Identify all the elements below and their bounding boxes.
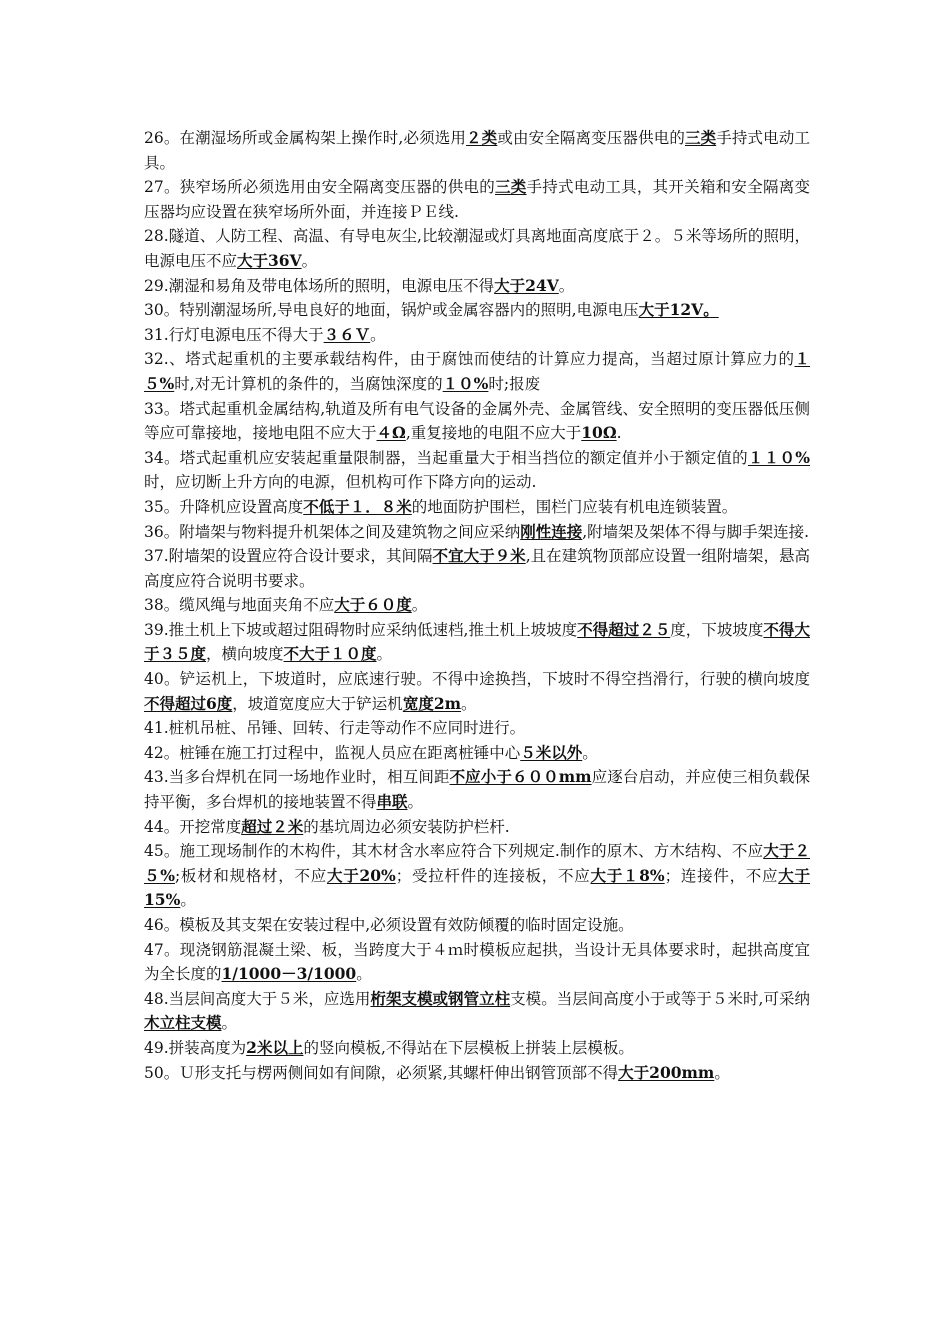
paragraph-34 (144, 446, 810, 495)
body-text: 26。在潮湿场所或金属构架上操作时,必须选用 (144, 129, 467, 147)
body-text: ，横向坡度 (206, 645, 284, 664)
body-text: 43.当多台焊机在同一场地作业时，相互间距 (144, 768, 450, 787)
paragraph-36 (144, 520, 810, 545)
answer-text: 不大于１０度 (283, 644, 377, 664)
paragraph-39 (144, 618, 810, 667)
paragraph-47 (144, 938, 810, 987)
body-text: 42。桩锤在施工打过程中，监视人员应在距离桩锤中心 (144, 743, 521, 762)
body-text: 44。开挖常度 (144, 817, 242, 836)
answer-text: ２类 (466, 128, 498, 147)
body-text: 。 (221, 1014, 238, 1033)
answer-text: 大于12V。 (638, 300, 719, 320)
paragraph-48 (144, 987, 810, 1036)
answer-text: 桁架支模或钢管立柱 (370, 988, 511, 1008)
answer-text: 刚性连接 (520, 521, 583, 541)
answer-text: 10Ω (581, 423, 617, 443)
body-text: 39.推土机上下坡或超过阻碍物时应采纳低速档,推土机上坡坡度 (144, 620, 578, 639)
answer-text: 木立柱支模 (144, 1013, 222, 1033)
body-text: 29.潮湿和易角及带电体场所的照明，电源电压不得 (144, 276, 495, 295)
answer-text: 大于20% (326, 865, 396, 885)
paragraph-38 (144, 593, 810, 618)
answer-text: 宽度2m (402, 693, 461, 713)
answer-text: 不得超过２５ (577, 619, 671, 639)
paragraph-43 (144, 765, 810, 814)
answer-text: 不低于１．８米 (303, 496, 412, 516)
paragraph-45 (144, 839, 810, 913)
paragraph-27 (144, 175, 810, 224)
answer-text: 三类 (495, 177, 527, 197)
body-text: 27。狭窄场所必须选用由安全隔离变压器的供电的 (144, 178, 495, 197)
body-text: 或由安全隔离变压器供电的 (497, 129, 685, 147)
body-text: ;板材和规格材，不应 (174, 866, 327, 885)
body-text: 34。塔式起重机应安装起重量限制器，当起重量大于相当挡位的额定值并小于额定值的 (144, 448, 748, 467)
body-text: 37.附墙架的设置应符合设计要求，其间隔 (144, 547, 433, 566)
body-text: 30。特别潮湿场所,导电良好的地面，锅炉或金属容器内的照明,电源电压 (144, 301, 639, 320)
body-text: ，坡道宽度应大于铲运机 (232, 694, 403, 713)
body-text: ；受拉杆件的连接板，不应 (395, 866, 591, 885)
body-text: 度，下坡坡度 (670, 620, 764, 639)
body-text: 的地面防护围栏，围栏门应装有机电连锁装置。 (411, 497, 738, 516)
document-page (144, 126, 810, 1085)
paragraph-26 (144, 126, 810, 175)
body-text: . (616, 424, 622, 443)
answer-text: 不应小于６００mm (449, 767, 592, 787)
body-text: 时;报废 (488, 374, 541, 393)
body-text: 35。升降机应设置高度 (144, 497, 304, 516)
body-text: 40。铲运机上，下坡道时，应底速行驶。不得中途换挡，下坡时不得空挡滑行，行驶的横向坡度 (144, 670, 810, 689)
paragraph-40 (144, 667, 810, 716)
paragraph-50 (144, 1061, 810, 1086)
answer-text: 不得超过6度 (144, 693, 233, 713)
answer-text: １５% (144, 349, 810, 393)
body-text: 36。附墙架与物料提升机架体之间及建筑物之间应采纳 (144, 522, 521, 541)
body-text: 。 (582, 743, 598, 762)
answer-text: 大于２５% (144, 841, 810, 885)
body-text: 。 (461, 694, 477, 713)
body-text: 手持式电动工具。 (144, 129, 810, 172)
answer-text: 大于36V (237, 250, 302, 270)
body-text: 。 (370, 325, 386, 344)
body-text: 。 (356, 965, 372, 984)
paragraph-32 (144, 347, 810, 396)
body-text: 的基坑周边必须安装防护栏杆. (303, 817, 510, 836)
paragraph-31 (144, 323, 810, 348)
answer-text: 大于６０度 (334, 595, 412, 615)
body-text: 32.、塔式起重机的主要承载结构件，由于腐蚀而使结的计算应力提高，当超过原计算应力的 (144, 350, 795, 369)
body-text: 。 (301, 251, 318, 270)
body-text: ,附墙架及架体不得与脚手架连接. (582, 522, 810, 541)
paragraph-28 (144, 224, 810, 273)
body-text: 的竖向模板,不得站在下层模板上拼装上层模板。 (303, 1038, 634, 1057)
paragraph-33 (144, 397, 810, 446)
answer-text: 1/1000－3/1000 (221, 964, 357, 984)
body-text: 。 (714, 1063, 730, 1082)
body-text: ,重复接地的电阻不应大于 (405, 424, 582, 443)
body-text: 45。施工现场制作的木构件，其木材含水率应符合下列规定.制作的原木、方木结构、不应 (144, 842, 764, 861)
body-text: 47。现浇钢筋混凝土梁、板，当跨度大于４ｍ时模板应起拱，当设计无具体要求时，起拱高度宜为全长度的 (144, 940, 810, 984)
body-text: 时，应切断上升方向的电源，但机构可作下降方向的运动. (144, 473, 537, 492)
body-text: 。 (558, 276, 575, 295)
answer-text: 2米以上 (246, 1037, 304, 1057)
answer-text: ５米以外 (520, 742, 583, 762)
answer-text: 大于15% (144, 865, 810, 910)
body-text: 28.隧道、人防工程、高温、有导电灰尘,比较潮湿或灯具离地面高度底于２。５米等场所的照明，电源电压不应 (144, 227, 810, 270)
paragraph-30 (144, 298, 810, 323)
answer-text: 不得大于３５度 (144, 619, 810, 664)
body-text: 50。Ｕ形支托与楞两侧间如有间隙，必须紧,其螺杆伸出钢管顶部不得 (144, 1063, 619, 1082)
body-text: 31.行灯电源电压不得大于 (144, 325, 324, 344)
answer-text: 串联 (376, 792, 408, 812)
body-text: 33。塔式起重机金属结构,轨道及所有电气设备的金属外壳、金属管线、安全照明的变压器低压侧等应可靠接地，接地电阻不应大于 (144, 399, 810, 443)
answer-text: ４Ω (376, 423, 406, 443)
body-text: 手持式电动工具，其开关箱和安全隔离变压器均应设置在狭窄场所外面，并连接ＰＥ线. (144, 178, 810, 221)
body-text: 48.当层间高度大于５米，应选用 (144, 989, 371, 1008)
body-text: 。 (407, 793, 424, 812)
body-text: 。 (180, 891, 196, 910)
body-text: 支模。当层间高度小于或等于５米时,可采纳 (510, 989, 810, 1008)
paragraph-42 (144, 741, 810, 766)
body-text: ；连接件，不应 (664, 866, 779, 885)
answer-text: 大于24V (494, 275, 559, 295)
paragraph-35 (144, 495, 810, 520)
body-text: 41.桩机吊桩、吊锤、回转、行走等动作不应同时进行。 (144, 719, 526, 738)
answer-text: １０% (442, 373, 489, 393)
body-text: 应逐台启动，并应使三相负载保持平衡，多台焊机的接地装置不得 (144, 768, 810, 812)
answer-text: 大于１8% (590, 865, 665, 885)
paragraph-44 (144, 815, 810, 840)
paragraph-37 (144, 544, 810, 593)
body-text: 49.拼装高度为 (144, 1038, 247, 1057)
answer-text: 不宜大于９米 (432, 546, 526, 566)
answer-text: 超过２米 (241, 816, 304, 836)
answer-text: 大于200mm (618, 1062, 715, 1082)
body-text: 。 (376, 645, 393, 664)
body-text: 。 (411, 596, 428, 615)
body-text: 46。模板及其支架在安装过程中,必须设置有效防倾覆的临时固定设施。 (144, 916, 634, 934)
answer-text: 三类 (684, 128, 717, 147)
body-text: ,且在建筑物顶部应设置一组附墙架，悬高高度应符合说明书要求。 (144, 547, 810, 590)
paragraph-41 (144, 716, 810, 741)
answer-text: １１０% (747, 447, 810, 467)
answer-text: ３６Ｖ (323, 324, 371, 344)
paragraph-29 (144, 274, 810, 299)
body-text: 38。缆风绳与地面夹角不应 (144, 596, 335, 615)
body-text: 时,对无计算机的条件的，当腐蚀深度的 (174, 374, 443, 393)
paragraph-46 (144, 913, 810, 938)
paragraph-49 (144, 1036, 810, 1061)
